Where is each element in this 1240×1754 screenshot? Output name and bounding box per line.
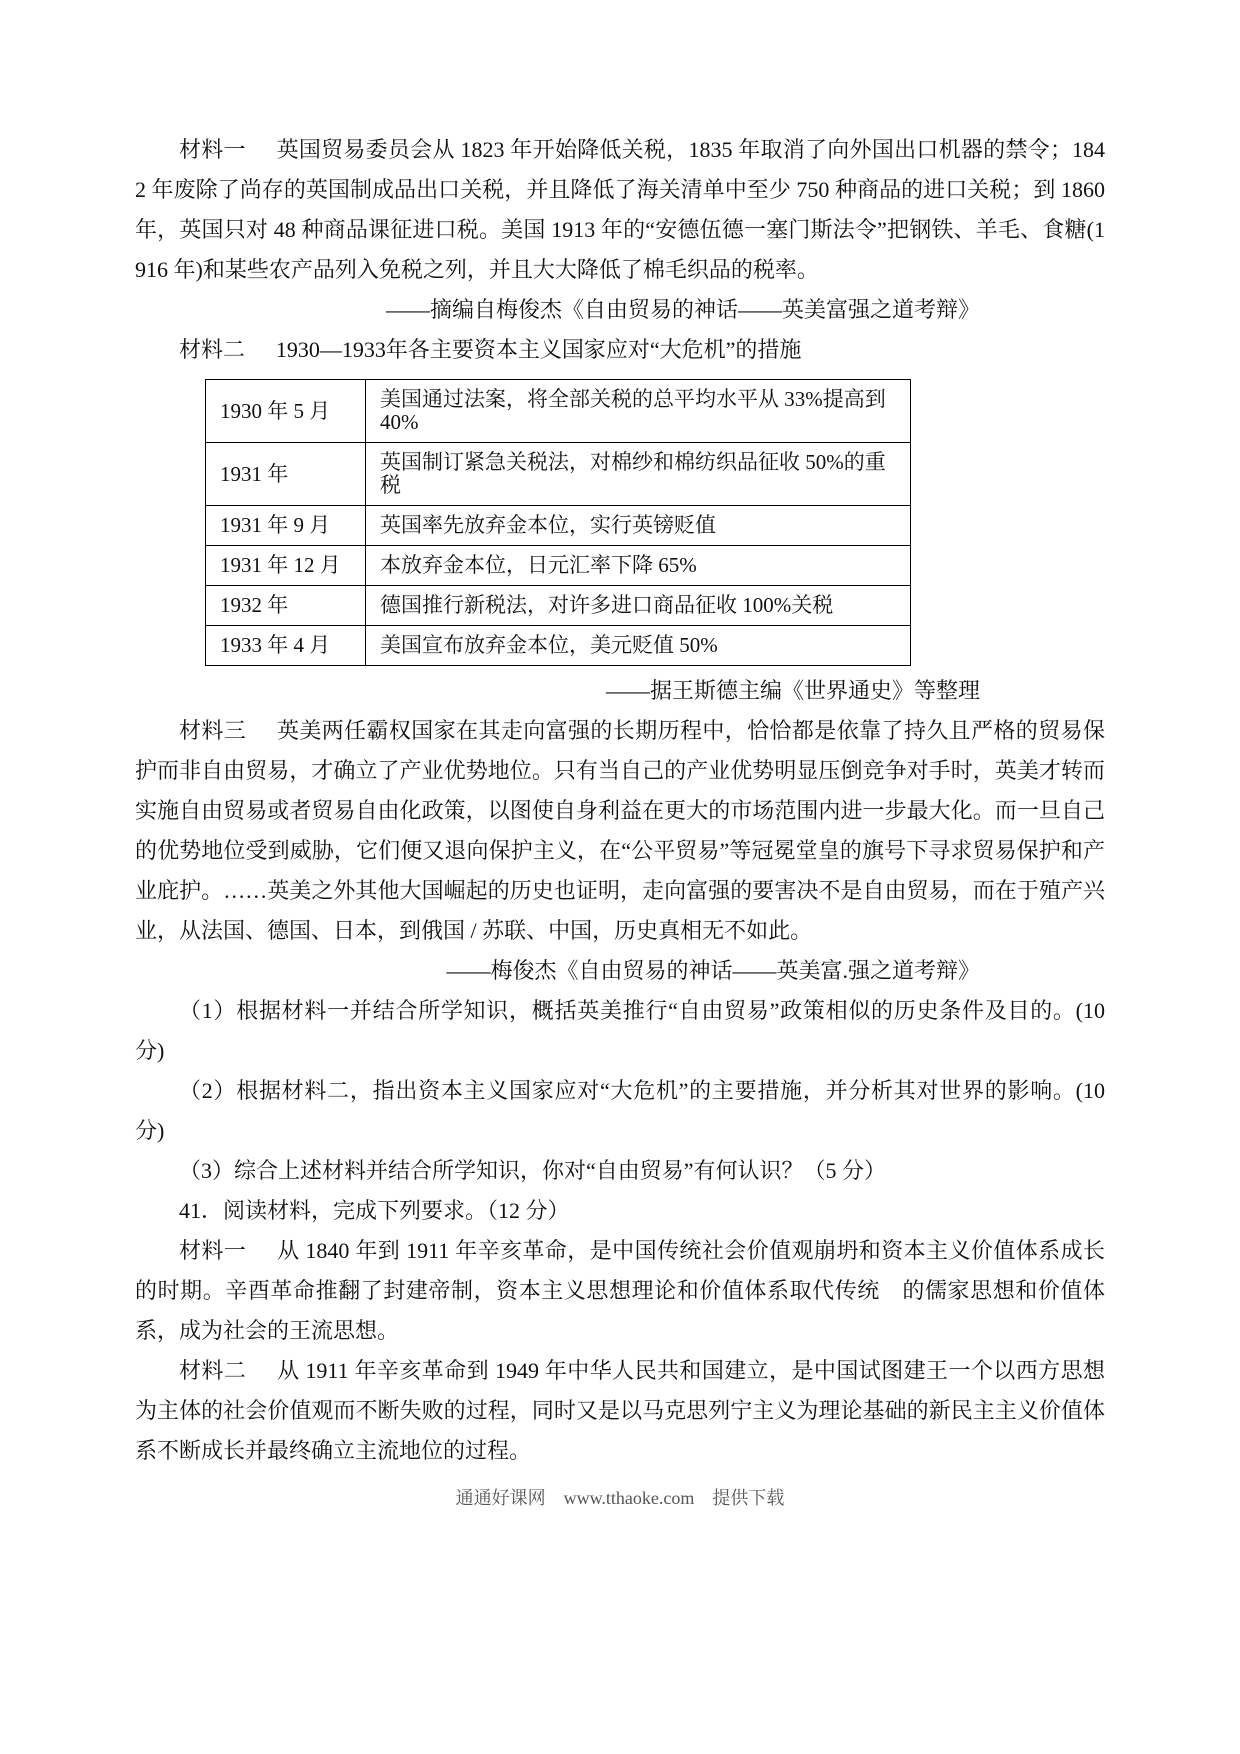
material-1-paragraph <box>135 130 1105 290</box>
table-row <box>206 546 911 586</box>
material-3-paragraph <box>135 711 1105 951</box>
q41-material-1-label: 材料一 <box>179 1238 247 1263</box>
table-row <box>206 626 911 666</box>
material-1-label: 材料一 <box>179 137 246 162</box>
table-row <box>206 506 911 546</box>
material-2-title-text: 1930—1933年各主要资本主义国家应对“大危机”的措施 <box>275 337 802 362</box>
crisis-measures-table <box>205 379 911 666</box>
table-row <box>206 380 911 443</box>
material-3-attribution: ——梅俊杰《自由贸易的神话——英美富.强之道考辩》 <box>446 958 980 983</box>
question-41-heading: 41．阅读材料，完成下列要求。（12 分） <box>179 1198 570 1223</box>
table-cell-date: 1931 年 <box>206 443 366 506</box>
material-2-attribution: ——据王斯德主编《世界通史》等整理 <box>605 678 980 703</box>
material-3-label: 材料三 <box>179 718 247 743</box>
question-3: （3）综合上述材料并结合所学知识，你对“自由贸易”有何认识？（5 分） <box>179 1158 887 1183</box>
material-3-text: 英美两任霸权国家在其走向富强的长期历程中，恰恰都是依靠了持久且严格的贸易保护而非自由贸易，才确立了产业优势地位。只有当自己的产业优势明显压倒竞争对手时，英美才转而实施自由贸易或者贸易自由化政策，以图使自身利益在更大的市场范围内进一步最大化。而一旦自己的优势地位受到威胁，它们便又退向保护主义，在“公平贸易”等冠冕堂皇的旗号下寻求贸易保护和产业庇护。……英美之外其他大国崛起的历史也证明，走向富强的要害决不是自由贸易，而在于殖产兴业，从法国、德国、日本，到俄国 / 苏联、中国，历史真相无不如此。 <box>135 718 1105 943</box>
material-1-text: 英国贸易委员会从 1823 年开始降低关税，1835 年取消了向外国出口机器的禁令；1842 年废除了尚存的英国制成品出口关税，并且降低了海关清单中至少 750 种商品的进口关税；到 1860 年，英国只对 48 种商品课征进口税。美国 1913 年的“安德伍德一塞门斯法令”把钢铁、羊毛、食糖(1916 年)和某些农产品列入免税之列，并且大大降低了棉毛织品的税率。 <box>135 137 1105 282</box>
table-cell-date: 1931 年 9 月 <box>206 506 366 546</box>
table-cell-measure: 英国率先放弃金本位，实行英镑贬值 <box>366 506 911 546</box>
table-cell-date: 1932 年 <box>206 586 366 626</box>
question-1: （1）根据材料一并结合所学知识，概括英美推行“自由贸易”政策相似的历史条件及目的。(10 分) <box>135 998 1105 1063</box>
table-cell-measure: 美国通过法案，将全部关税的总平均水平从 33%提高到 40% <box>366 380 911 443</box>
table-cell-date: 1930 年 5 月 <box>206 380 366 443</box>
table-cell-measure: 德国推行新税法，对许多进口商品征收 100%关税 <box>366 586 911 626</box>
q41-material-2-paragraph <box>135 1351 1105 1471</box>
material-2-label: 材料二 <box>179 337 246 362</box>
table-cell-date: 1931 年 12 月 <box>206 546 366 586</box>
table-cell-date: 1933 年 4 月 <box>206 626 366 666</box>
q41-material-1-text: 从 1840 年到 1911 年辛亥革命，是中国传统社会价值观崩坍和资本主义价值体系成长的时期。辛酉革命推翻了封建帝制，资本主义思想理论和价值体系取代传统 的儒家思想和价值体系，成为社会的王流思想。 <box>135 1238 1105 1343</box>
table-cell-measure: 美国宣布放弃金本位，美元贬值 50% <box>366 626 911 666</box>
table-cell-measure: 本放弃金本位，日元汇率下降 65% <box>366 546 911 586</box>
table-cell-measure: 英国制订紧急关税法，对棉纱和棉纺织品征收 50%的重税 <box>366 443 911 506</box>
table-row <box>206 443 911 506</box>
table-row <box>206 586 911 626</box>
q41-material-1-paragraph <box>135 1231 1105 1351</box>
question-2: （2）根据材料二，指出资本主义国家应对“大危机”的主要措施，并分析其对世界的影响。(10 分) <box>135 1078 1105 1143</box>
q41-material-2-text: 从 1911 年辛亥革命到 1949 年中华人民共和国建立，是中国试图建王一个以西方思想为主体的社会价值观而不断失败的过程，同时又是以马克思列宁主义为理论基础的新民主主义价值体系不断成长并最终确立主流地位的过程。 <box>135 1358 1105 1463</box>
material-2-title-line <box>135 330 1105 370</box>
site-footer: 通通好课网 www.tthaoke.com 提供下载 <box>455 1488 785 1508</box>
material-1-attribution: ——摘编自梅俊杰《自由贸易的神话——英美富强之道考辩》 <box>385 297 980 322</box>
q41-material-2-label: 材料二 <box>179 1358 247 1383</box>
